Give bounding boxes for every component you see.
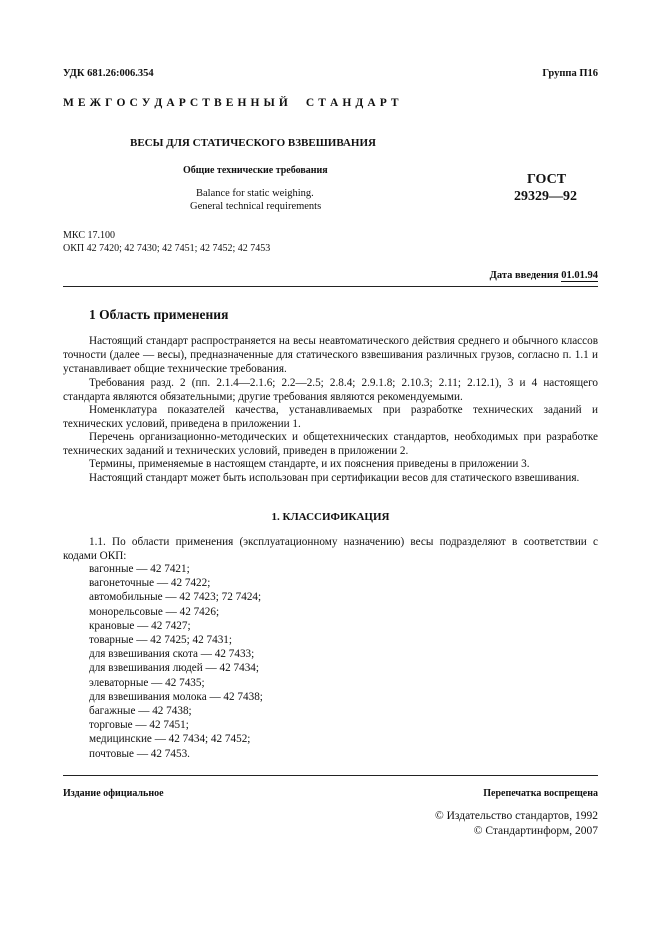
list-item: торговые — 42 7451;	[89, 719, 189, 732]
introduction-date	[490, 270, 598, 281]
paragraph-scope-2: Требования разд. 2 (пп. 2.1.4—2.1.6; 2.2—2.5; 2.8.4; 2.9.1.8; 2.10.3; 2.11; 2.12.1), 3 и 4 настоящего стандарта являются обязательными; другие требования являются рекомендуемыми.	[63, 377, 598, 403]
paragraph-scope-6: Настоящий стандарт может быть использован при сертификации весов для статического взвешивания.	[89, 472, 580, 484]
introduction-date-value: 01.01.94	[561, 270, 598, 281]
list-item: элеваторные — 42 7435;	[89, 676, 205, 689]
list-item: для взвешивания молока — 42 7438;	[89, 690, 263, 703]
gost-label: ГОСТ	[527, 172, 567, 187]
list-item: монорельсовые — 42 7426;	[89, 605, 220, 618]
list-item: товарные — 42 7425; 42 7431;	[89, 634, 233, 647]
paragraph-scope-5: Термины, применяемые в настоящем стандарте, и их пояснения приведены в приложении 3.	[89, 458, 530, 470]
list-item: для взвешивания скота — 42 7433;	[89, 648, 255, 661]
standard-type: М Е Ж Г О С У Д А Р С Т В Е Н Н Ы Й С Т А Н Д А Р Т	[63, 97, 400, 109]
paragraph-scope-3: Номенклатура показателей качества, устанавливаемых при разработке технических заданий и технических условий, приведена в приложении 1.	[63, 404, 598, 430]
official-edition: Издание официальное	[63, 788, 164, 799]
list-item: крановые — 42 7427;	[89, 619, 191, 632]
udc-code: УДК 681.26:006.354	[63, 68, 154, 79]
list-item: вагонные — 42 7421;	[89, 563, 190, 575]
document-subtitle: Общие технические требования	[183, 165, 328, 176]
section-heading-scope: 1 Область применения	[89, 307, 229, 322]
group-code: Группа П16	[542, 68, 598, 79]
copyright-1992: © Издательство стандартов, 1992	[434, 810, 598, 822]
reprint-prohibited: Перепечатка воспрещена	[483, 788, 598, 799]
divider-bottom	[63, 775, 598, 776]
list-item: автомобильные — 42 7423; 72 7424;	[89, 591, 262, 604]
english-title-line1: Balance for static weighing.	[196, 188, 314, 199]
divider-top	[63, 286, 598, 287]
list-item: багажные — 42 7438;	[89, 705, 192, 718]
document-title: ВЕСЫ ДЛЯ СТАТИЧЕСКОГО ВЗВЕШИВАНИЯ	[130, 137, 376, 149]
list-item: для взвешивания людей — 42 7434;	[89, 662, 259, 675]
mks-code: МКС 17.100	[63, 230, 115, 241]
paragraph-scope-1: Настоящий стандарт распространяется на весы неавтоматического действия среднего и обычного классов точности (далее — весы), предназначенные для статического взвешивания различных грузов, согласно п. 1.1 и устанавливает общие технические требования.	[63, 335, 598, 375]
list-item: медицинские — 42 7434; 42 7452;	[89, 733, 251, 746]
classification-list	[89, 562, 263, 761]
copyright-2007: © Стандартинформ, 2007	[473, 825, 598, 837]
english-title-line2: General technical requirements	[190, 201, 322, 212]
introduction-date-label: Дата введения	[489, 270, 559, 281]
paragraph-scope-4: Перечень организационно-методических и общетехнических стандартов, необходимых при разработке технических заданий и технических условий, приведен в приложении 2.	[63, 431, 598, 457]
list-item: вагонеточные — 42 7422;	[89, 577, 211, 590]
gost-number: 29329—92	[514, 189, 577, 204]
classification-intro: 1.1. По области применения (эксплуатационному назначению) весы подразделяют в соответствии с кодами ОКП:	[63, 536, 598, 562]
section-heading-classification: 1. КЛАССИФИКАЦИЯ	[271, 511, 390, 523]
list-item: почтовые — 42 7453.	[89, 747, 190, 760]
okp-codes: ОКП 42 7420; 42 7430; 42 7451; 42 7452; 42 7453	[63, 243, 271, 254]
